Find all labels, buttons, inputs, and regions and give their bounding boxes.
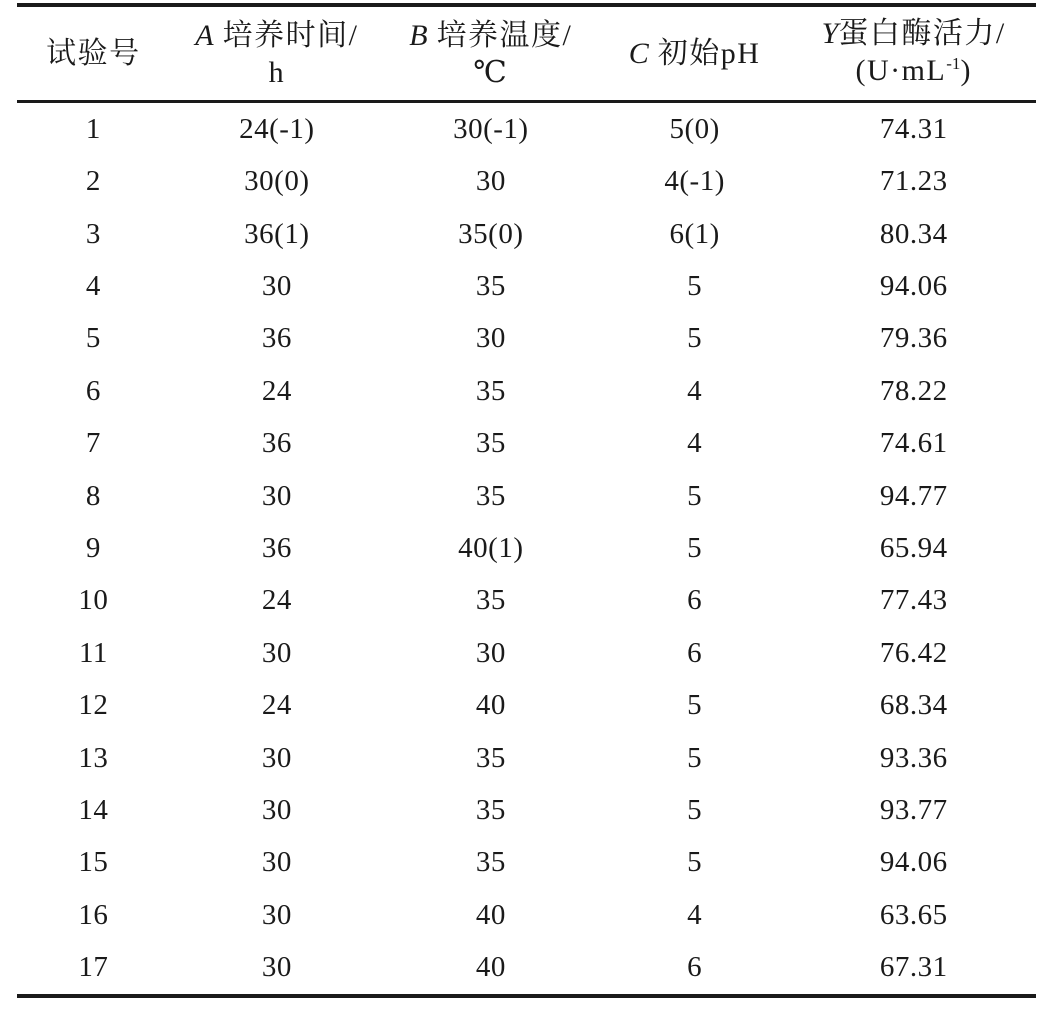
cell-trial-no: 17 [78, 951, 109, 984]
header-label [629, 35, 761, 72]
cell-initial-ph: 6 [687, 636, 703, 669]
cell-culture-temperature: 35 [475, 584, 506, 617]
cell-culture-time: 36 [261, 531, 292, 564]
table-row-16 [17, 889, 1036, 941]
cell-initial-ph: 4(-1) [664, 165, 725, 198]
table-body [17, 103, 1036, 994]
header-label [409, 17, 572, 54]
cell-culture-time: 30(0) [244, 165, 310, 198]
cell-culture-temperature: 30 [475, 636, 506, 669]
table-row-1 [17, 103, 1036, 155]
cell-initial-ph: 4 [687, 427, 703, 460]
cell-trial-no: 11 [78, 636, 108, 669]
cell-protease-activity: 77.43 [879, 584, 948, 617]
header-label [195, 17, 358, 54]
header-label-text: 培养时间/ [213, 18, 359, 52]
unit-open: (U·mL [855, 53, 947, 87]
cell-culture-time: 24(-1) [239, 112, 315, 145]
cell-initial-ph: 5 [687, 689, 703, 722]
cell-trial-no: 13 [78, 741, 109, 774]
cell-trial-no: 10 [78, 584, 109, 617]
cell-culture-time: 30 [261, 269, 292, 302]
cell-culture-temperature: 35 [475, 269, 506, 302]
header-unit [855, 52, 971, 93]
table-row-11 [17, 627, 1036, 679]
cell-protease-activity: 67.31 [879, 951, 948, 984]
cell-initial-ph: 5 [687, 269, 703, 302]
cell-trial-no: 7 [85, 427, 101, 460]
cell-culture-temperature: 30(-1) [453, 112, 529, 145]
cell-culture-time: 24 [261, 584, 292, 617]
cell-trial-no: 1 [85, 112, 101, 145]
factor-variable-b: B [409, 18, 428, 52]
cell-culture-time: 24 [261, 689, 292, 722]
cell-culture-temperature: 40(1) [458, 531, 524, 564]
cell-trial-no: 6 [85, 374, 101, 407]
cell-protease-activity: 93.77 [879, 793, 948, 826]
cell-culture-temperature: 35 [475, 427, 506, 460]
cell-initial-ph: 4 [687, 374, 703, 407]
cell-initial-ph: 5 [687, 479, 703, 512]
cell-culture-temperature: 35 [475, 793, 506, 826]
cell-culture-time: 36(1) [244, 217, 310, 250]
header-unit: ℃ [473, 55, 509, 89]
cell-protease-activity: 94.06 [879, 846, 948, 879]
cell-protease-activity: 80.34 [879, 217, 948, 250]
table-row-8 [17, 470, 1036, 522]
cell-culture-temperature: 35 [475, 741, 506, 774]
cell-trial-no: 16 [78, 898, 109, 931]
cell-initial-ph: 4 [687, 898, 703, 931]
cell-trial-no: 8 [85, 479, 101, 512]
cell-protease-activity: 68.34 [879, 689, 948, 722]
cell-protease-activity: 74.31 [879, 112, 948, 145]
cell-protease-activity: 74.61 [879, 427, 948, 460]
cell-trial-no: 15 [78, 846, 109, 879]
cell-culture-time: 30 [261, 951, 292, 984]
cell-protease-activity: 63.65 [879, 898, 948, 931]
table-row-5 [17, 313, 1036, 365]
cell-culture-temperature: 40 [475, 689, 506, 722]
cell-culture-time: 24 [261, 374, 292, 407]
cell-trial-no: 2 [85, 165, 101, 198]
header-cell-trial-no [17, 7, 170, 100]
cell-culture-time: 36 [261, 427, 292, 460]
header-cell-protease-activity [791, 7, 1036, 100]
table-row-7 [17, 417, 1036, 469]
cell-initial-ph: 5 [687, 793, 703, 826]
header-cell-culture-temperature [384, 7, 598, 100]
cell-culture-temperature: 40 [475, 951, 506, 984]
cell-culture-temperature: 35 [475, 479, 506, 512]
cell-initial-ph: 6 [687, 584, 703, 617]
header-label: 试验号 [46, 37, 141, 70]
cell-culture-time: 30 [261, 479, 292, 512]
cell-trial-no: 14 [78, 793, 109, 826]
cell-initial-ph: 5 [687, 741, 703, 774]
header-label-text: 培养温度/ [427, 18, 573, 52]
header-cell-culture-time [170, 7, 384, 100]
cell-culture-temperature: 30 [475, 322, 506, 355]
experiment-design-table [17, 3, 1036, 998]
cell-culture-time: 30 [261, 846, 292, 879]
table-header-row [17, 7, 1036, 103]
table-row-10 [17, 575, 1036, 627]
table-row-15 [17, 837, 1036, 889]
cell-initial-ph: 5 [687, 322, 703, 355]
table-bottom-rule [17, 994, 1036, 998]
table-row-9 [17, 522, 1036, 574]
cell-protease-activity: 94.77 [879, 479, 948, 512]
cell-trial-no: 9 [85, 531, 101, 564]
factor-variable-c: C [628, 37, 649, 70]
table-row-3 [17, 208, 1036, 260]
header-unit: h [268, 55, 286, 89]
table-row-17 [17, 942, 1036, 994]
cell-protease-activity: 76.42 [879, 636, 948, 669]
cell-trial-no: 12 [78, 689, 109, 722]
cell-initial-ph: 6(1) [669, 217, 720, 250]
header-label-text: 蛋白酶活力/ [838, 16, 1006, 50]
cell-protease-activity: 65.94 [879, 531, 948, 564]
cell-protease-activity: 93.36 [879, 741, 948, 774]
header-cell-initial-ph [598, 7, 792, 100]
cell-initial-ph: 5 [687, 531, 703, 564]
cell-culture-time: 30 [261, 636, 292, 669]
cell-culture-temperature: 40 [475, 898, 506, 931]
cell-protease-activity: 79.36 [879, 322, 948, 355]
cell-trial-no: 3 [85, 217, 101, 250]
cell-culture-temperature: 30 [475, 165, 506, 198]
cell-culture-temperature: 35(0) [458, 217, 524, 250]
cell-protease-activity: 94.06 [879, 269, 948, 302]
response-variable-y: Y [821, 16, 839, 50]
cell-protease-activity: 78.22 [879, 374, 948, 407]
cell-culture-temperature: 35 [475, 374, 506, 407]
table-row-6 [17, 365, 1036, 417]
cell-initial-ph: 6 [687, 951, 703, 984]
unit-superscript: -1 [946, 53, 961, 73]
cell-culture-time: 30 [261, 793, 292, 826]
table-row-14 [17, 784, 1036, 836]
table-row-4 [17, 260, 1036, 312]
cell-protease-activity: 71.23 [879, 165, 948, 198]
cell-culture-time: 30 [261, 898, 292, 931]
factor-variable-a: A [195, 18, 214, 52]
cell-culture-time: 30 [261, 741, 292, 774]
table-row-12 [17, 679, 1036, 731]
unit-close: ) [960, 53, 972, 87]
header-label [822, 15, 1006, 52]
header-label-text: 初始pH [648, 37, 761, 70]
cell-trial-no: 5 [85, 322, 101, 355]
cell-initial-ph: 5 [687, 846, 703, 879]
cell-initial-ph: 5(0) [669, 112, 720, 145]
cell-culture-temperature: 35 [475, 846, 506, 879]
table-row-13 [17, 732, 1036, 784]
cell-trial-no: 4 [85, 269, 101, 302]
table-row-2 [17, 155, 1036, 207]
cell-culture-time: 36 [261, 322, 292, 355]
